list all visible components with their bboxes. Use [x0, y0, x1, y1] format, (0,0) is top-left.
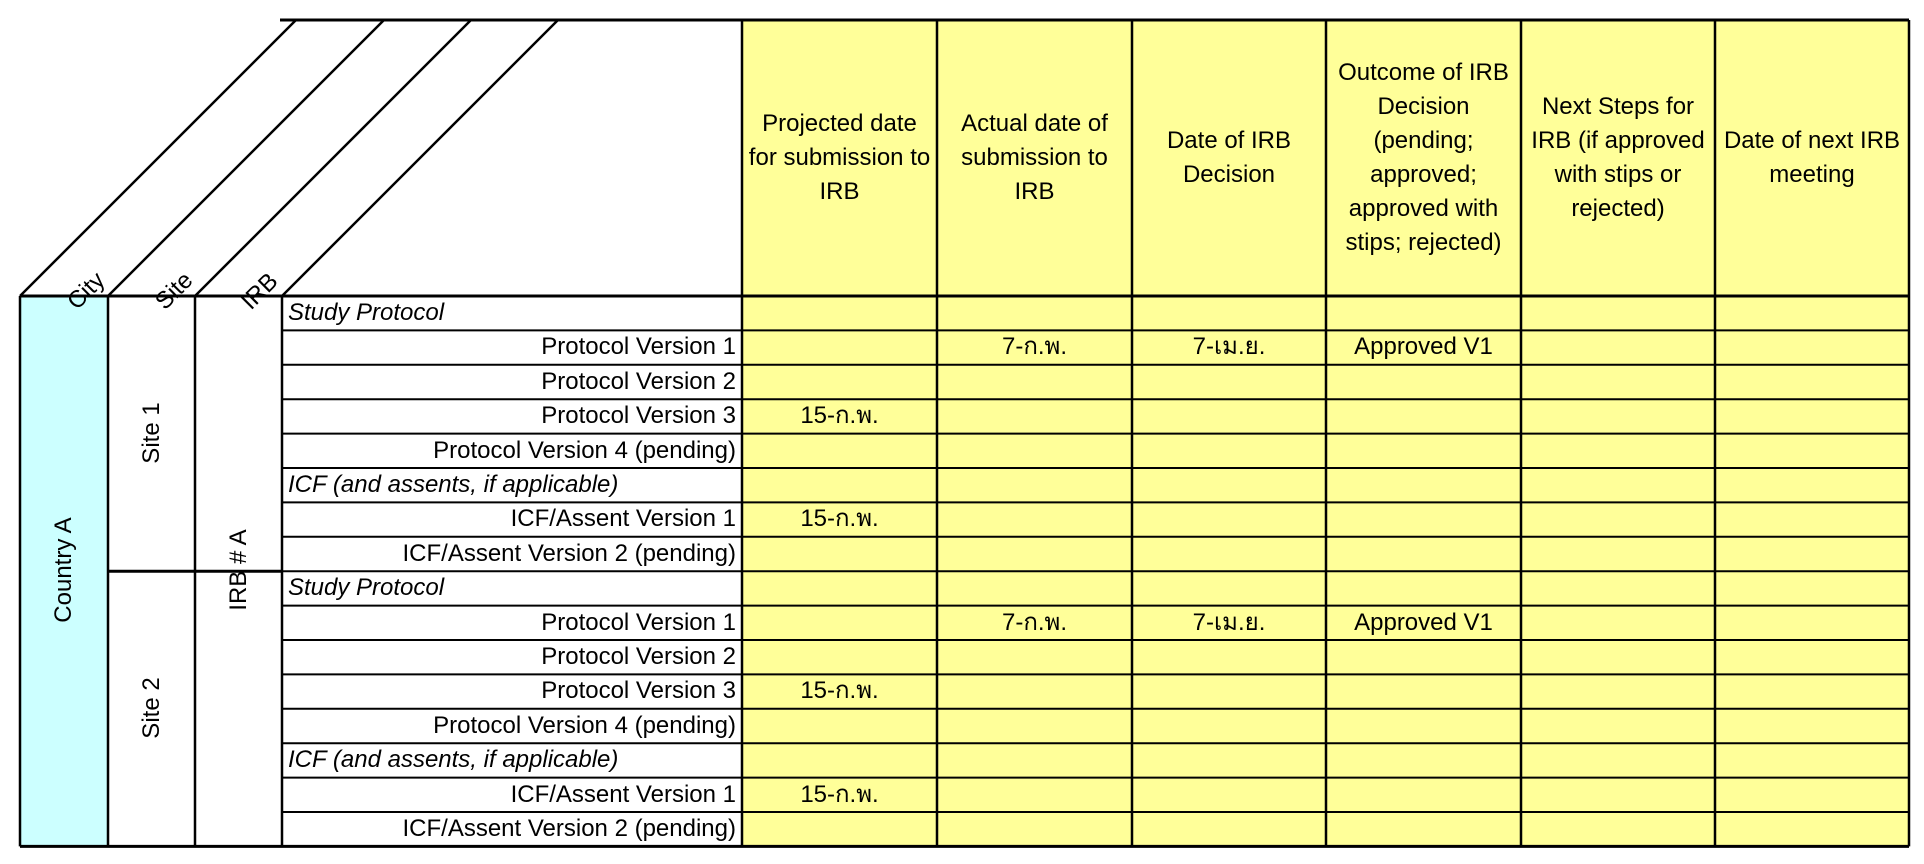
table-cell[interactable]	[937, 571, 1132, 605]
table-cell[interactable]	[1132, 674, 1326, 708]
table-cell[interactable]	[937, 468, 1132, 502]
table-cell[interactable]	[1521, 606, 1715, 640]
row-label: ICF/Assent Version 1	[510, 505, 736, 533]
table-cell[interactable]	[1715, 674, 1909, 708]
table-cell[interactable]	[937, 399, 1132, 433]
table-cell[interactable]	[1326, 640, 1521, 674]
table-cell[interactable]	[1132, 812, 1326, 846]
table-cell[interactable]	[1132, 296, 1326, 330]
table-cell[interactable]	[1521, 812, 1715, 846]
table-cell[interactable]	[742, 606, 937, 640]
table-cell[interactable]	[1715, 365, 1909, 399]
site-1-label: Site 1	[138, 402, 165, 464]
table-cell[interactable]	[1521, 399, 1715, 433]
row-label: Protocol Version 4 (pending)	[433, 436, 736, 464]
row-label: ICF/Assent Version 1	[510, 780, 736, 808]
table-cell[interactable]: 15-ก.พ.	[800, 402, 879, 430]
table-cell[interactable]: Approved V1	[1354, 608, 1493, 636]
table-cell[interactable]	[1326, 434, 1521, 468]
table-cell[interactable]	[742, 296, 937, 330]
table-cell[interactable]	[1132, 743, 1326, 777]
table-cell[interactable]	[937, 743, 1132, 777]
row-label: Protocol Version 1	[541, 608, 736, 636]
table-cell[interactable]	[1326, 365, 1521, 399]
table-cell[interactable]	[1132, 434, 1326, 468]
table-cell[interactable]	[1521, 778, 1715, 812]
table-cell[interactable]	[937, 778, 1132, 812]
row-label: Protocol Version 3	[541, 677, 736, 705]
table-cell[interactable]	[937, 709, 1132, 743]
table-cell[interactable]	[1521, 743, 1715, 777]
table-cell[interactable]	[1521, 365, 1715, 399]
table-cell[interactable]	[1715, 296, 1909, 330]
column-header-next-steps: Next Steps for IRB (if approved with stips or rejected)	[1531, 93, 1705, 222]
column-header-outcome: Outcome of IRB Decision (pending; approved; approved with stips; rejected)	[1338, 59, 1509, 256]
table-cell[interactable]	[1715, 468, 1909, 502]
section-label: ICF (and assents, if applicable)	[288, 746, 619, 774]
table-cell[interactable]	[1326, 468, 1521, 502]
table-cell[interactable]	[1326, 778, 1521, 812]
table-cell[interactable]	[1132, 502, 1326, 536]
table-cell[interactable]	[742, 743, 937, 777]
table-cell[interactable]	[1521, 296, 1715, 330]
table-cell[interactable]	[1715, 709, 1909, 743]
country-label: Country A	[50, 517, 77, 623]
table-cell[interactable]	[1132, 778, 1326, 812]
table-cell[interactable]	[1132, 640, 1326, 674]
table-cell[interactable]	[1132, 571, 1326, 605]
irb-header: IRB	[236, 267, 284, 316]
table-cell[interactable]	[937, 812, 1132, 846]
table-cell[interactable]	[1521, 434, 1715, 468]
table-cell[interactable]	[1521, 330, 1715, 364]
table-cell[interactable]	[742, 537, 937, 571]
table-cell[interactable]	[1326, 812, 1521, 846]
table-cell[interactable]	[1521, 502, 1715, 536]
table-cell[interactable]	[1715, 399, 1909, 433]
column-header-next-meeting: Date of next IRB meeting	[1723, 127, 1901, 188]
table-cell[interactable]	[1132, 399, 1326, 433]
column-header-projected-date: Projected date for submission to IRB	[748, 110, 931, 205]
table-cell[interactable]	[742, 812, 937, 846]
table-cell[interactable]	[742, 571, 937, 605]
table-cell[interactable]	[1715, 606, 1909, 640]
table-cell[interactable]	[937, 537, 1132, 571]
table-cell[interactable]: 7-ก.พ.	[1001, 333, 1068, 361]
table-cell[interactable]: 7-เม.ย.	[1192, 333, 1266, 361]
row-label: Protocol Version 3	[541, 402, 736, 430]
table-cell[interactable]	[1715, 330, 1909, 364]
table-cell[interactable]	[1715, 812, 1909, 846]
table-cell[interactable]	[1715, 502, 1909, 536]
table-cell[interactable]	[1326, 674, 1521, 708]
table-cell[interactable]	[1715, 571, 1909, 605]
row-label: Protocol Version 2	[541, 367, 736, 395]
table-cell[interactable]: 7-ก.พ.	[1001, 608, 1068, 636]
table-cell[interactable]	[1326, 296, 1521, 330]
section-label: ICF (and assents, if applicable)	[288, 471, 619, 498]
table-cell[interactable]	[1715, 743, 1909, 777]
row-label: Protocol Version 4 (pending)	[433, 711, 736, 739]
table-cell[interactable]	[1715, 537, 1909, 571]
table-cell[interactable]	[742, 468, 937, 502]
city-header: City	[62, 266, 111, 316]
table-cell[interactable]	[1715, 640, 1909, 674]
table-cell[interactable]	[1715, 434, 1909, 468]
table-cell[interactable]	[742, 365, 937, 399]
table-cell[interactable]	[1132, 365, 1326, 399]
table-cell[interactable]	[937, 434, 1132, 468]
table-cell[interactable]	[742, 434, 937, 468]
table-cell[interactable]	[1521, 709, 1715, 743]
table-cell[interactable]: 15-ก.พ.	[800, 505, 879, 533]
section-label: Study Protocol	[288, 299, 445, 326]
table-cell[interactable]	[742, 709, 937, 743]
site-2-label: Site 2	[138, 677, 165, 739]
column-header-decision-date: Date of IRB Decision	[1166, 127, 1292, 188]
table-cell[interactable]: 15-ก.พ.	[800, 677, 879, 705]
table-cell[interactable]	[1521, 537, 1715, 571]
row-label: Protocol Version 1	[541, 333, 736, 361]
table-cell[interactable]	[937, 296, 1132, 330]
table-cell[interactable]: 15-ก.พ.	[800, 780, 879, 808]
table-cell[interactable]	[1326, 709, 1521, 743]
table-cell[interactable]	[1326, 399, 1521, 433]
table-cell[interactable]	[1521, 571, 1715, 605]
table-cell[interactable]	[937, 365, 1132, 399]
table-cell[interactable]	[1132, 537, 1326, 571]
table-cell[interactable]	[937, 502, 1132, 536]
table-cell[interactable]	[1326, 743, 1521, 777]
row-label: ICF/Assent Version 2 (pending)	[402, 815, 736, 842]
table-cell[interactable]	[742, 640, 937, 674]
row-label: Protocol Version 2	[541, 643, 736, 670]
table-cell[interactable]	[742, 330, 937, 364]
table-cell[interactable]	[1521, 674, 1715, 708]
table-cell[interactable]	[1521, 468, 1715, 502]
table-cell[interactable]	[937, 640, 1132, 674]
table-cell[interactable]	[1715, 778, 1909, 812]
section-label: Study Protocol	[288, 574, 445, 602]
table-cell[interactable]	[1326, 571, 1521, 605]
table-cell[interactable]	[1326, 537, 1521, 571]
row-label: ICF/Assent Version 2 (pending)	[402, 539, 736, 567]
column-header-actual-date: Actual date of submission to IRB	[961, 110, 1108, 205]
table-cell[interactable]	[937, 674, 1132, 708]
table-cell[interactable]: 7-เม.ย.	[1192, 608, 1266, 636]
site-header: Site	[150, 266, 199, 316]
table-cell[interactable]	[1521, 640, 1715, 674]
table-cell[interactable]	[1132, 468, 1326, 502]
irb-label: IRB # A	[225, 529, 252, 611]
table-cell[interactable]	[1132, 709, 1326, 743]
table-cell[interactable]	[1326, 502, 1521, 536]
table-cell[interactable]: Approved V1	[1354, 333, 1493, 361]
